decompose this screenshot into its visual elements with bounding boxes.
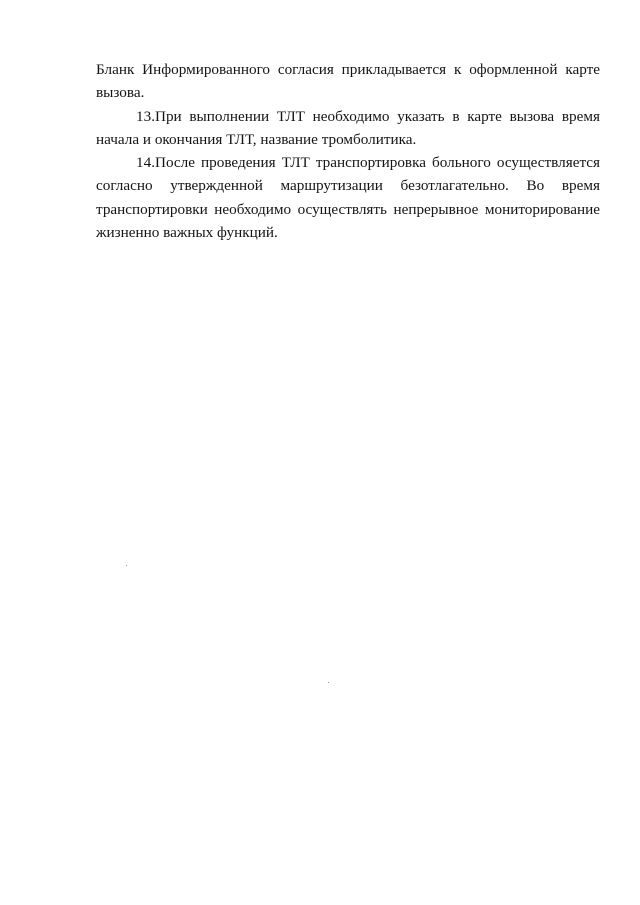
paragraph-13: 13.При выполнении ТЛТ необходимо указать в карте вызова время начала и окончания ТЛТ, название тромболитика. — [96, 107, 600, 148]
paragraph-14: 14.После проведения ТЛТ транспортировка больного осуществляется согласно утвержденной маршрутизации безотлагательно. Во время транспортировки необходимо осуществлять непрерывное мониторирование жизненно важных функций. — [96, 154, 600, 242]
paragraph-consent-form: Бланк Информированного согласия прикладывается к оформленной карте вызова. — [96, 61, 600, 102]
document-body — [96, 58, 600, 244]
scan-speck — [328, 682, 329, 683]
scan-speck — [126, 565, 127, 566]
